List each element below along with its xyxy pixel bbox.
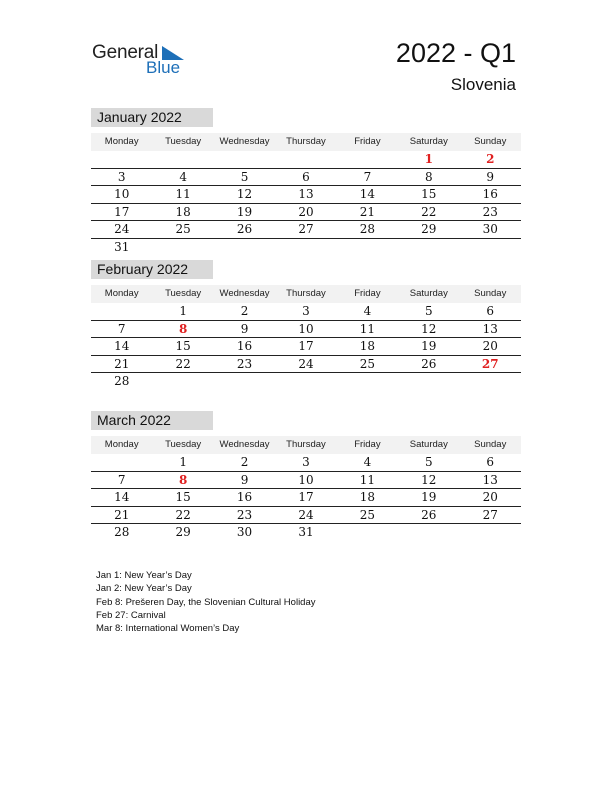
day-cell: 28 xyxy=(114,525,130,539)
weekday-label: Saturday xyxy=(409,439,448,450)
week-row xyxy=(91,338,521,356)
day-cell: 14 xyxy=(114,339,130,353)
weekday-label: Wednesday xyxy=(219,136,270,147)
day-cell xyxy=(460,239,521,256)
day-cell: 4 xyxy=(179,169,187,184)
day-cell xyxy=(91,151,152,168)
day-cell: 11 xyxy=(359,472,376,487)
country-label: Slovenia xyxy=(450,75,516,94)
week-row xyxy=(91,151,521,169)
day-cell: 25 xyxy=(175,222,191,236)
day-cell: 13 xyxy=(482,472,498,487)
day-cell: 14 xyxy=(114,490,130,504)
day-cell: 1 xyxy=(179,455,187,469)
day-cell xyxy=(214,151,275,168)
day-cell: 22 xyxy=(175,507,191,522)
day-cell: 12 xyxy=(421,472,437,487)
day-cell: 9 xyxy=(240,472,249,487)
holiday-note: Feb 8: Prešeren Day, the Slovenian Cultural Holiday xyxy=(96,596,316,608)
day-cell: 10 xyxy=(298,472,314,487)
week-row xyxy=(91,373,521,390)
weekday-label: Wednesday xyxy=(219,439,270,450)
logo xyxy=(92,42,192,78)
day-cell: 5 xyxy=(240,169,249,184)
holiday-note: Feb 27: Carnival xyxy=(96,609,166,621)
day-cell: 31 xyxy=(114,239,130,254)
day-cell: 3 xyxy=(302,455,310,469)
weekday-label: Friday xyxy=(354,288,381,299)
day-cell xyxy=(214,239,275,256)
day-cell: 6 xyxy=(302,169,310,184)
day-cell: 30 xyxy=(236,525,253,539)
day-cell: 10 xyxy=(114,187,130,201)
day-cell: 15 xyxy=(175,490,191,504)
day-cell: 25 xyxy=(359,507,376,522)
day-cell xyxy=(460,524,521,541)
weekday-label: Tuesday xyxy=(165,136,202,147)
week-row xyxy=(91,303,521,321)
holiday-note: Jan 1: New Year’s Day xyxy=(96,570,192,581)
day-cell: 27 xyxy=(482,507,498,522)
day-cell: 9 xyxy=(240,321,249,336)
day-cell xyxy=(152,151,213,168)
day-cell: 23 xyxy=(236,507,253,522)
day-cell xyxy=(337,524,398,541)
day-cell: 3 xyxy=(302,304,310,318)
day-cell: 7 xyxy=(117,472,126,487)
week-row xyxy=(91,186,521,204)
day-cell: 29 xyxy=(175,525,191,539)
day-cell: 18 xyxy=(359,490,376,504)
day-cell: 21 xyxy=(114,356,130,371)
day-cell: 8 xyxy=(425,169,433,184)
day-cell: 5 xyxy=(425,304,433,318)
day-cell: 26 xyxy=(236,222,253,236)
weekday-label: Saturday xyxy=(409,288,448,299)
day-cell xyxy=(337,239,398,256)
day-cell: 24 xyxy=(298,356,314,371)
holiday-day-cell: 27 xyxy=(481,356,499,371)
weekday-label: Sunday xyxy=(474,288,507,299)
day-cell: 23 xyxy=(236,356,253,371)
weekday-label: Wednesday xyxy=(219,288,270,299)
day-cell: 20 xyxy=(298,204,314,219)
month-march xyxy=(91,411,521,541)
day-cell: 17 xyxy=(114,204,130,219)
holiday-note: Mar 8: International Women’s Day xyxy=(96,623,240,635)
day-cell: 20 xyxy=(482,339,498,353)
weekday-label: Thursday xyxy=(286,136,326,147)
day-cell: 5 xyxy=(425,455,433,469)
day-cell: 16 xyxy=(236,339,253,353)
month-title: March 2022 xyxy=(91,411,213,430)
day-cell: 22 xyxy=(421,204,437,219)
day-cell: 2 xyxy=(240,304,249,318)
day-cell: 11 xyxy=(359,321,376,336)
day-cell: 18 xyxy=(175,204,191,219)
week-row xyxy=(91,489,521,507)
day-cell: 19 xyxy=(421,339,437,353)
day-cell: 7 xyxy=(363,169,372,184)
day-cell: 10 xyxy=(298,321,314,336)
day-cell: 24 xyxy=(298,507,314,522)
day-cell: 19 xyxy=(236,204,253,219)
day-cell xyxy=(152,239,213,256)
day-cell xyxy=(91,454,152,471)
day-cell: 28 xyxy=(359,222,376,236)
day-cell: 21 xyxy=(114,507,130,522)
holiday-day-cell: 8 xyxy=(178,321,188,336)
month-title: February 2022 xyxy=(91,260,213,279)
week-row xyxy=(91,169,521,187)
weekday-label: Monday xyxy=(104,439,139,450)
day-cell: 29 xyxy=(421,222,437,236)
day-cell: 14 xyxy=(359,187,376,201)
day-cell: 6 xyxy=(486,304,495,318)
day-cell: 31 xyxy=(298,525,314,539)
week-row xyxy=(91,356,521,374)
day-cell xyxy=(91,303,152,320)
day-cell: 19 xyxy=(421,490,437,504)
day-cell: 16 xyxy=(236,490,253,504)
day-cell: 9 xyxy=(486,169,495,184)
day-cell: 6 xyxy=(486,455,495,469)
weekday-header-row xyxy=(91,436,521,454)
day-cell: 17 xyxy=(298,339,314,353)
day-cell: 13 xyxy=(298,187,314,201)
week-row xyxy=(91,221,521,239)
week-row xyxy=(91,454,521,472)
day-cell: 21 xyxy=(359,204,376,219)
day-cell: 25 xyxy=(359,356,376,371)
day-cell: 23 xyxy=(482,204,498,219)
week-row xyxy=(91,321,521,339)
day-cell xyxy=(398,373,459,390)
weekday-label: Tuesday xyxy=(165,439,202,450)
month-title: January 2022 xyxy=(91,108,213,127)
day-cell: 18 xyxy=(359,339,376,353)
holiday-notes xyxy=(96,569,316,635)
day-cell: 13 xyxy=(482,321,498,336)
weekday-label: Sunday xyxy=(474,136,507,147)
holiday-day-cell: 1 xyxy=(424,152,433,166)
day-cell: 26 xyxy=(421,507,437,522)
day-cell: 12 xyxy=(236,187,253,201)
weekday-label: Friday xyxy=(354,136,381,147)
weekday-label: Thursday xyxy=(286,439,326,450)
holiday-day-cell: 8 xyxy=(178,472,188,487)
holiday-day-cell: 2 xyxy=(486,152,495,166)
month-january xyxy=(91,108,521,255)
week-row xyxy=(91,204,521,222)
day-cell: 15 xyxy=(421,187,437,201)
logo-text-blue: Blue xyxy=(146,58,181,77)
day-cell: 17 xyxy=(298,490,314,504)
day-cell: 20 xyxy=(482,490,498,504)
weekday-label: Tuesday xyxy=(165,288,202,299)
day-cell: 15 xyxy=(175,339,191,353)
weekday-label: Monday xyxy=(104,288,139,299)
day-cell xyxy=(275,151,336,168)
day-cell: 30 xyxy=(482,222,498,236)
day-cell: 27 xyxy=(298,222,314,236)
day-cell xyxy=(275,373,336,390)
day-cell: 12 xyxy=(421,321,437,336)
day-cell: 1 xyxy=(179,304,187,318)
day-cell xyxy=(337,373,398,390)
day-cell: 4 xyxy=(363,304,372,318)
day-cell xyxy=(337,151,398,168)
holiday-note: Jan 2: New Year’s Day xyxy=(96,583,192,595)
day-cell xyxy=(460,373,521,390)
weekday-label: Sunday xyxy=(474,439,507,450)
day-cell xyxy=(398,524,459,541)
day-cell xyxy=(214,373,275,390)
week-row xyxy=(91,507,521,525)
week-row xyxy=(91,239,521,256)
page-title: 2022 - Q1 xyxy=(395,38,516,68)
day-cell: 26 xyxy=(421,356,437,371)
weekday-label: Saturday xyxy=(409,136,448,147)
weekday-header-row xyxy=(91,285,521,303)
day-cell: 4 xyxy=(363,455,372,469)
day-cell xyxy=(398,239,459,256)
day-cell: 22 xyxy=(175,356,191,371)
day-cell: 11 xyxy=(175,187,191,201)
logo-text-general: General xyxy=(92,42,159,63)
weekday-header-row xyxy=(91,133,521,151)
week-row xyxy=(91,472,521,490)
weekday-label: Friday xyxy=(354,439,381,450)
month-february xyxy=(91,260,521,390)
day-cell xyxy=(152,373,213,390)
day-cell: 16 xyxy=(482,187,498,201)
week-row xyxy=(91,524,521,541)
day-cell: 2 xyxy=(240,455,249,469)
day-cell: 24 xyxy=(114,222,130,236)
day-cell xyxy=(275,239,336,256)
day-cell: 7 xyxy=(117,321,126,336)
day-cell: 28 xyxy=(114,374,130,388)
weekday-label: Thursday xyxy=(286,288,326,299)
day-cell: 3 xyxy=(117,169,126,184)
weekday-label: Monday xyxy=(104,136,139,147)
